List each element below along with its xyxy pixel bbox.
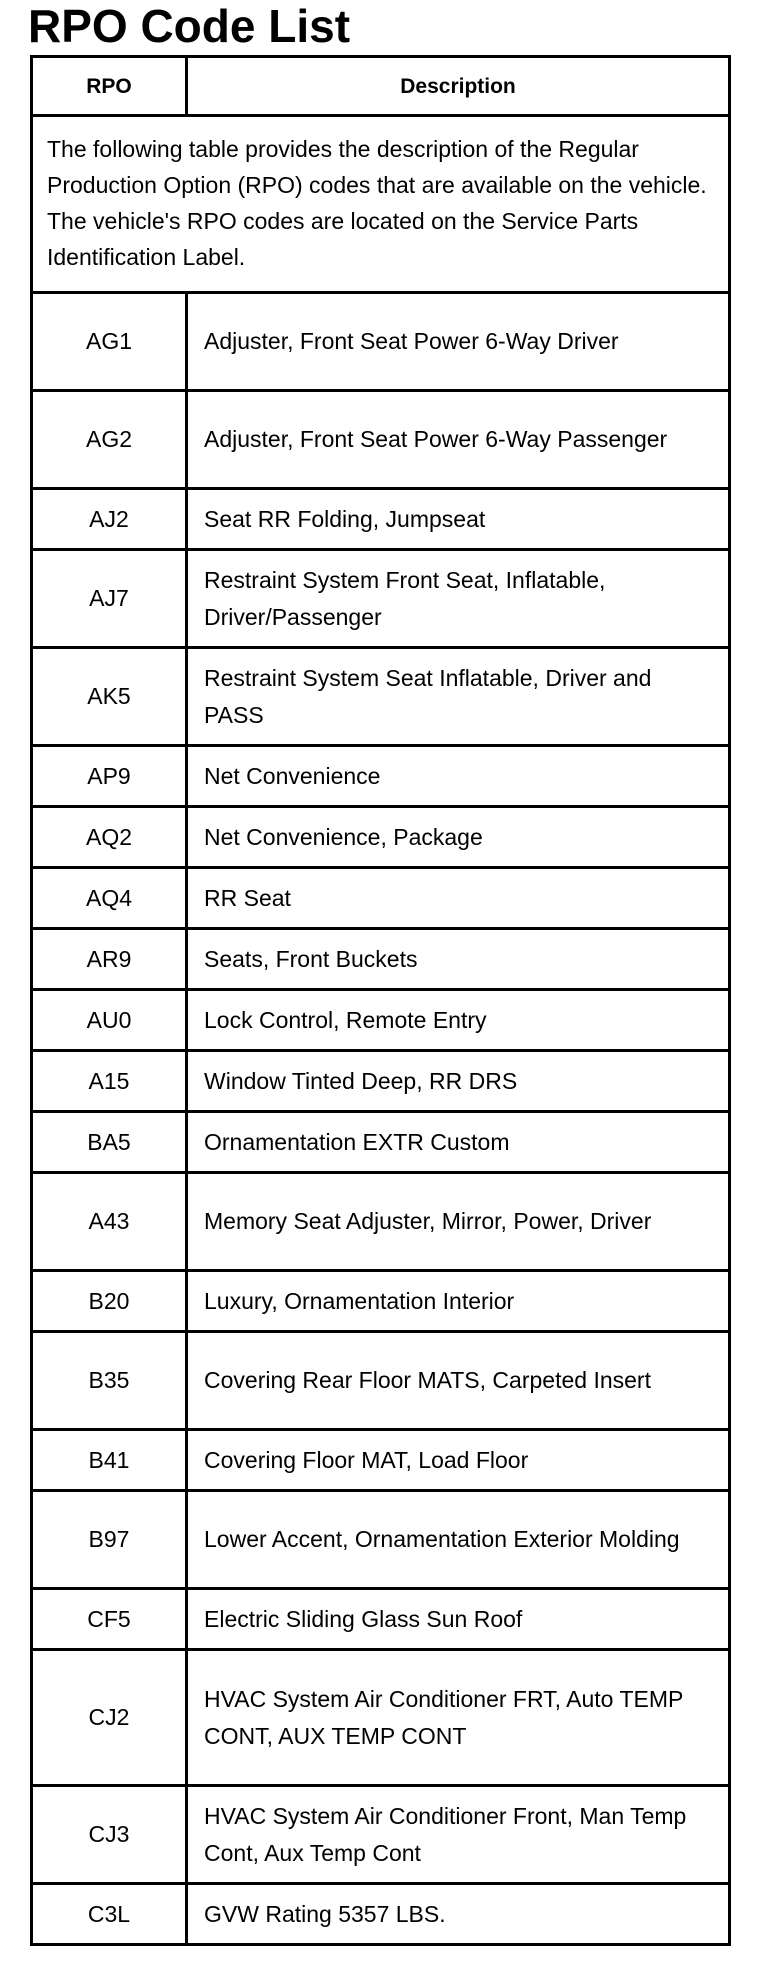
table-row [32, 489, 730, 550]
page-title: RPO Code List [28, 0, 351, 52]
rpo-code: AP9 [32, 746, 187, 807]
table-row [32, 550, 730, 648]
rpo-description: Luxury, Ornamentation Interior [187, 1271, 730, 1332]
table-row [32, 293, 730, 391]
rpo-description: Seat RR Folding, Jumpseat [187, 489, 730, 550]
rpo-code: A43 [32, 1173, 187, 1271]
rpo-description: Covering Floor MAT, Load Floor [187, 1430, 730, 1491]
table-row [32, 1051, 730, 1112]
intro-text: The following table provides the description of the Regular Production Option (RPO) codes that are available on the vehicle. The vehicle's RPO codes are located on the Service Parts Identification Label. [32, 116, 730, 293]
rpo-code: CJ2 [32, 1650, 187, 1786]
rpo-code: B20 [32, 1271, 187, 1332]
rpo-code: A15 [32, 1051, 187, 1112]
rpo-description: Seats, Front Buckets [187, 929, 730, 990]
rpo-description: Window Tinted Deep, RR DRS [187, 1051, 730, 1112]
rpo-description: RR Seat [187, 868, 730, 929]
rpo-code: AQ4 [32, 868, 187, 929]
rpo-description: Covering Rear Floor MATS, Carpeted Insert [187, 1332, 730, 1430]
rpo-description: GVW Rating 5357 LBS. [187, 1884, 730, 1945]
rpo-code: B35 [32, 1332, 187, 1430]
table-row [32, 1650, 730, 1786]
table-row [32, 746, 730, 807]
rpo-description: HVAC System Air Conditioner Front, Man Temp Cont, Aux Temp Cont [187, 1786, 730, 1884]
rpo-description: Adjuster, Front Seat Power 6-Way Driver [187, 293, 730, 391]
table-row [32, 1491, 730, 1589]
table-row [32, 648, 730, 746]
rpo-code-table [30, 55, 731, 1946]
rpo-code: AG2 [32, 391, 187, 489]
rpo-code: C3L [32, 1884, 187, 1945]
rpo-code: CF5 [32, 1589, 187, 1650]
rpo-code: AQ2 [32, 807, 187, 868]
table-body [32, 116, 730, 1945]
rpo-description: Restraint System Front Seat, Inflatable, Driver/Passenger [187, 550, 730, 648]
rpo-code: AJ7 [32, 550, 187, 648]
table-row [32, 1332, 730, 1430]
rpo-description: Restraint System Seat Inflatable, Driver and PASS [187, 648, 730, 746]
rpo-description: HVAC System Air Conditioner FRT, Auto TEMP CONT, AUX TEMP CONT [187, 1650, 730, 1786]
table-row [32, 1271, 730, 1332]
intro-row [32, 116, 730, 293]
table-row [32, 807, 730, 868]
rpo-code: BA5 [32, 1112, 187, 1173]
table-row [32, 990, 730, 1051]
table-row [32, 929, 730, 990]
rpo-code: AJ2 [32, 489, 187, 550]
table-row [32, 1884, 730, 1945]
rpo-code: AU0 [32, 990, 187, 1051]
rpo-code: B41 [32, 1430, 187, 1491]
table-row [32, 1112, 730, 1173]
rpo-description: Memory Seat Adjuster, Mirror, Power, Driver [187, 1173, 730, 1271]
rpo-code: AR9 [32, 929, 187, 990]
rpo-description: Electric Sliding Glass Sun Roof [187, 1589, 730, 1650]
rpo-description: Net Convenience, Package [187, 807, 730, 868]
table-row [32, 1173, 730, 1271]
rpo-code: B97 [32, 1491, 187, 1589]
table-row [32, 1430, 730, 1491]
rpo-description: Ornamentation EXTR Custom [187, 1112, 730, 1173]
rpo-code: CJ3 [32, 1786, 187, 1884]
rpo-description: Lower Accent, Ornamentation Exterior Molding [187, 1491, 730, 1589]
description-column-header: Description [187, 57, 730, 116]
rpo-description: Lock Control, Remote Entry [187, 990, 730, 1051]
table-row [32, 1589, 730, 1650]
rpo-description: Net Convenience [187, 746, 730, 807]
table-row [32, 1786, 730, 1884]
table-header-row [32, 57, 730, 116]
rpo-description: Adjuster, Front Seat Power 6-Way Passenger [187, 391, 730, 489]
rpo-code: AG1 [32, 293, 187, 391]
table-row [32, 868, 730, 929]
rpo-column-header: RPO [32, 57, 187, 116]
rpo-code: AK5 [32, 648, 187, 746]
table-row [32, 391, 730, 489]
